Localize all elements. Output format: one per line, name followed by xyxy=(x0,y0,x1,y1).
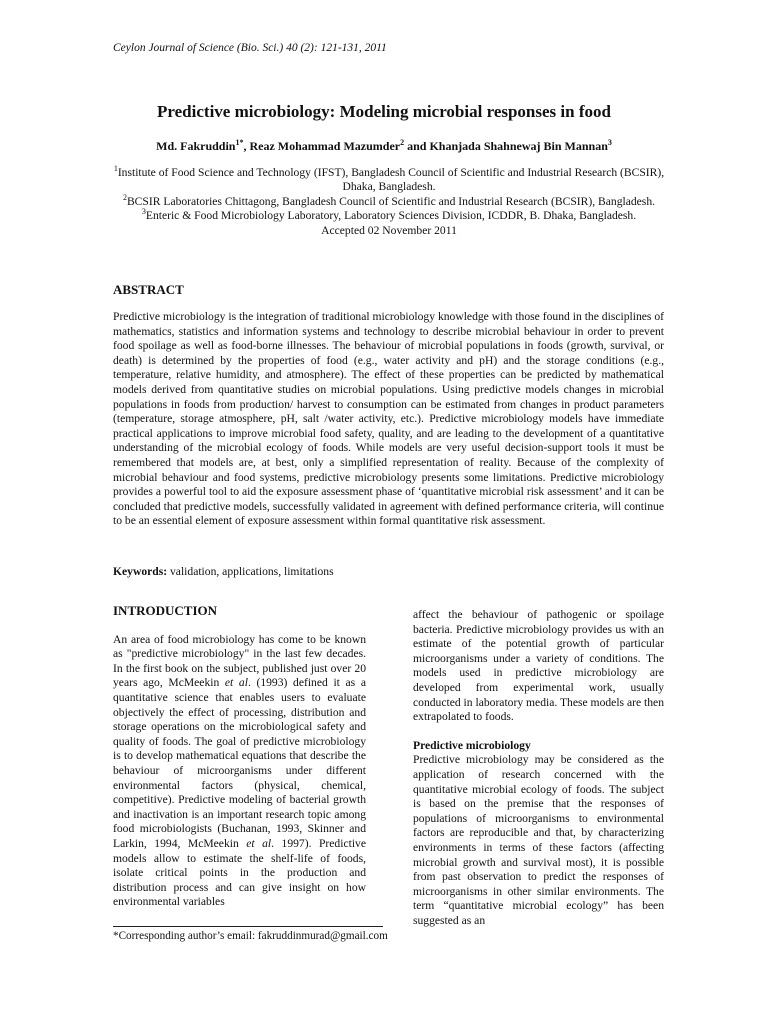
affiliation: $^3$Enteric & Food Microbiology Laboratory, Laboratory Sciences Division, ICDDR, B. Dhaka, Bangladesh. xyxy=(141,207,637,223)
author-name: and Khanjada Shahnewaj Bin Mannan xyxy=(404,139,608,153)
affiliations xyxy=(110,166,668,238)
affiliation: $^1$Institute of Food Science and Technology (IFST), Bangladesh Council of Scientific and Industrial Research (BCSIR), Dhaka, Bangladesh. xyxy=(113,164,665,194)
keywords-label: Keywords: xyxy=(113,565,168,578)
journal-citation: Ceylon Journal of Science (Bio. Sci.) 40 (2): 121-131, 2011 xyxy=(113,42,387,54)
predictive-microbiology-heading: Predictive microbiology xyxy=(413,738,531,752)
corresponding-author-footnote: *Corresponding author’s email: fakruddinmurad@gmail.com xyxy=(113,930,388,942)
author-affiliation-mark: 2 xyxy=(400,138,405,147)
keywords-text: validation, applications, limitations xyxy=(167,565,334,578)
author-name: Md. Fakruddin xyxy=(156,139,236,153)
accepted-date: Accepted 02 November 2011 xyxy=(321,223,457,237)
left-column xyxy=(113,604,366,910)
footnote-divider xyxy=(113,926,383,927)
right-column xyxy=(413,608,664,928)
author-affiliation-mark: 1* xyxy=(235,138,244,147)
keywords xyxy=(113,565,334,578)
abstract-heading: ABSTRACT xyxy=(113,282,184,297)
predictive-microbiology-paragraph: Predictive microbiology may be considered as the application of research concerned with the quantitative microbial ecology of foods. The subject is based on the premise that the responses of populations of microorganisms to environmental factors are reproducible and that, by characterizing environments in terms of these factors (affecting microbial growth and survival most), it is possible from past observation to predict the responses of microorganisms in other similar environments. The term “quantitative microbial ecology” has been suggested as an xyxy=(413,753,664,927)
affiliation: $^2$BCSIR Laboratories Chittagong, Bangladesh Council of Scientific and Industrial Research (BCSIR), Bangladesh. xyxy=(122,192,656,208)
author-list xyxy=(0,139,768,154)
intro-paragraph-continued: affect the behaviour of pathogenic or spoilage bacteria. Predictive microbiology provides us with an estimate of the potential growth of particular microorganisms under a variety of conditions. The models used in predictive microbiology are developed from experimental work, usually conducted in laboratory media. These models are then extrapolated to foods. xyxy=(413,608,664,724)
paper-title: Predictive microbiology: Modeling microbial responses in food xyxy=(157,102,611,121)
introduction-heading: INTRODUCTION xyxy=(113,603,218,618)
author-name: , Reaz Mohammad Mazumder xyxy=(243,139,401,153)
intro-paragraph: An area of food microbiology has come to be known as "predictive microbiology" in the last few decades. In the first book on the subject, published just over 20 years ago, McMeekin et al. (1993) defined it as a quantitative science that enables users to evaluate objectively the effect of processing, distribution and storage operations on the microbiological safety and quality of foods. The goal of predictive microbiology is to develop mathematical equations that describe the behaviour of microorganisms under different environmental factors (physical, chemical, competitive). Predictive modeling of bacterial growth and inactivation is an important research topic among food microbiologists (Buchanan, 1993, Skinner and Larkin, 1994, McMeekin et al. 1997). Predictive models allow to estimate the shelf-life of foods, isolate critical points in the production and distribution process and can give insight on how environmental variables xyxy=(113,632,366,909)
author-affiliation-mark: 3 xyxy=(607,138,612,147)
abstract-text: Predictive microbiology is the integration of traditional microbiology knowledge with those found in the disciplines of mathematics, statistics and information systems and technology to describe microbial behaviour in order to prevent food spoilage as well as food-borne illnesses. The behaviour of microbial populations in foods (growth, survival, or death) is determined by the properties of food (e.g., water activity and pH) and the storage conditions (e.g., temperature, relative humidity, and atmosphere). The effect of these properties can be predicted by mathematical models derived from quantitative studies on microbial populations. Using predictive models changes in microbial populations in foods from production/ harvest to consumption can be estimated from changes in product parameters (temperature, storage atmosphere, pH, salt /water activity, etc.). Predictive microbiology models have immediate practical applications to improve microbial food safety, quality, and are leading to the development of a quantitative understanding of the microbial ecology of foods. While models are very useful decision-support tools it must be remembered that models are, at best, only a simplified representation of reality. Because of the complexity of microbial behaviour and food systems, predictive microbiology presents some limitations. Predictive microbiology provides a powerful tool to aid the exposure assessment phase of ‘quantitative microbial risk assessment’ and it can be concluded that predictive models, successfully validated in agreement with defined performance criteria, will continue to be an essential element of exposure assessment within formal quantitative risk assessment. xyxy=(113,310,664,528)
